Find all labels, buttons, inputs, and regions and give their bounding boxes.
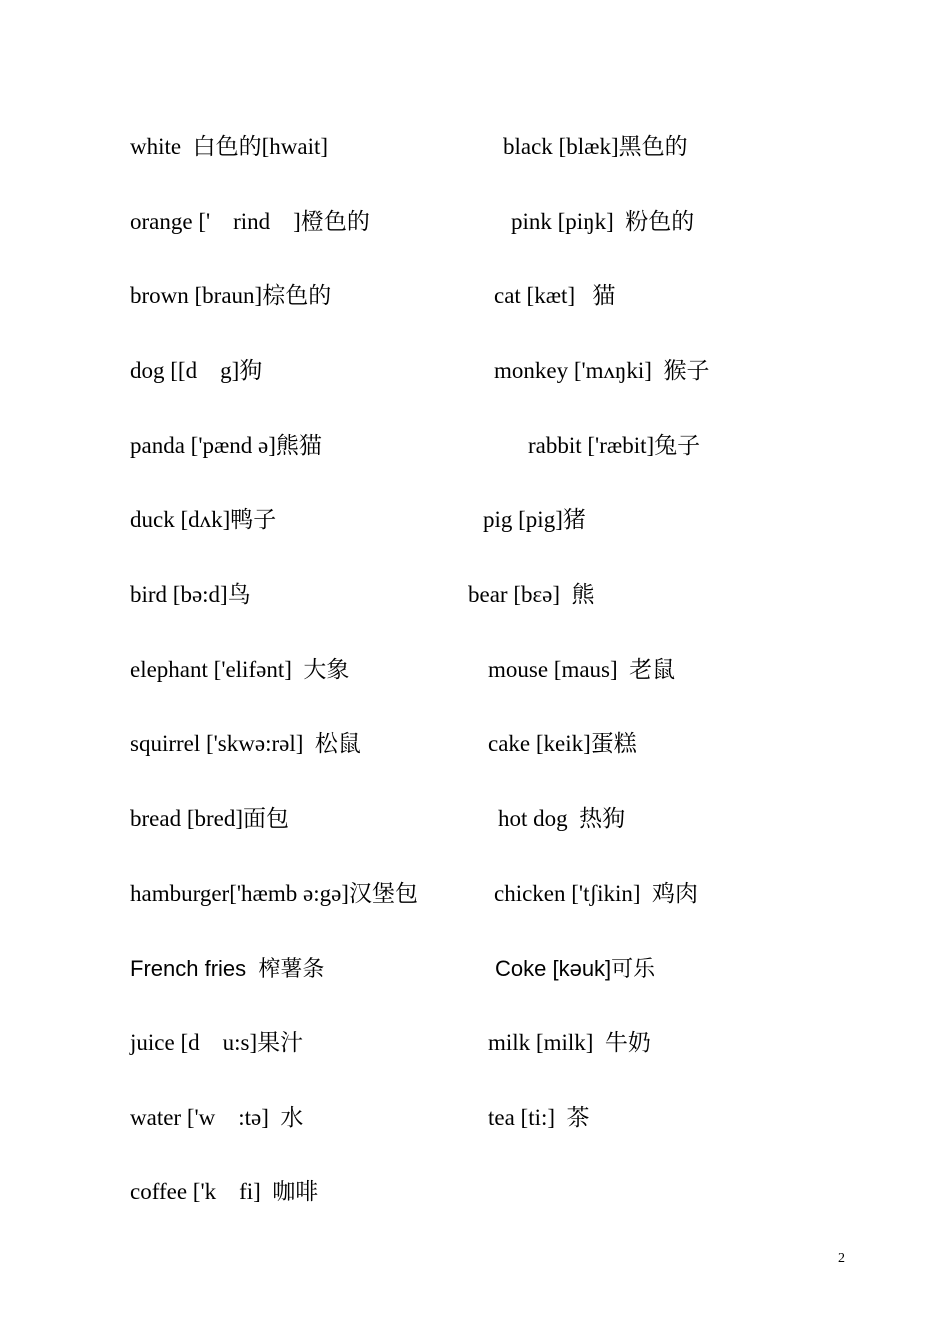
vocab-entry-hamburger: hamburger['hæmb ə:gə]汉堡包 [130, 881, 418, 906]
vocab-entry-pink: pink [piŋk] 粉色的 [511, 209, 695, 234]
vocab-entry-cake: cake [keik]蛋糕 [488, 731, 637, 756]
vocab-entry-chicken: chicken ['tʃikin] 鸡肉 [494, 881, 699, 906]
vocab-entry-monkey: monkey ['mʌŋki] 猴子 [494, 358, 710, 383]
vocab-entry-juice: juice [d u:s]果汁 [130, 1030, 304, 1055]
vocab-entry-tea: tea [ti:] 茶 [488, 1105, 590, 1130]
vocab-entry-squirrel: squirrel ['skwə:rəl] 松鼠 [130, 731, 361, 756]
vocab-entry-bird: bird [bə:d]鸟 [130, 582, 251, 607]
vocab-entry-coke: Coke [kəuk]可乐 [495, 956, 656, 981]
vocab-entry-hot-dog: hot dog 热狗 [498, 806, 626, 831]
vocab-entry-duck: duck [dʌk]鸭子 [130, 507, 277, 532]
vocab-entry-brown: brown [braun]棕色的 [130, 283, 332, 308]
vocab-entry-bear: bear [bɛə] 熊 [468, 582, 595, 607]
vocab-entry-black: black [blæk]黑色的 [503, 134, 688, 159]
vocab-entry-panda: panda ['pænd ə]熊猫 [130, 433, 322, 458]
page-number: 2 [838, 1251, 845, 1266]
vocab-entry-white: white 白色的[hwait] [130, 134, 329, 159]
vocab-entry-pig: pig [pig]猪 [483, 507, 586, 532]
vocab-entry-dog: dog [[d g]狗 [130, 358, 263, 383]
vocab-entry-elephant: elephant ['elifənt] 大象 [130, 657, 350, 682]
vocab-entry-milk: milk [milk] 牛奶 [488, 1030, 651, 1055]
vocab-entry-coffee: coffee ['k fi] 咖啡 [130, 1179, 319, 1204]
vocab-entry-bread: bread [bred]面包 [130, 806, 290, 831]
vocab-entry-water: water ['w :tə] 水 [130, 1105, 304, 1130]
vocab-entry-cat: cat [kæt] 猫 [494, 283, 616, 308]
vocab-entry-orange: orange [' rind ]橙色的 [130, 209, 370, 234]
vocab-entry-mouse: mouse [maus] 老鼠 [488, 657, 676, 682]
vocab-entry-french-fries: French fries 榨薯条 [130, 956, 325, 981]
vocab-entry-rabbit: rabbit ['ræbit]兔子 [528, 433, 701, 458]
